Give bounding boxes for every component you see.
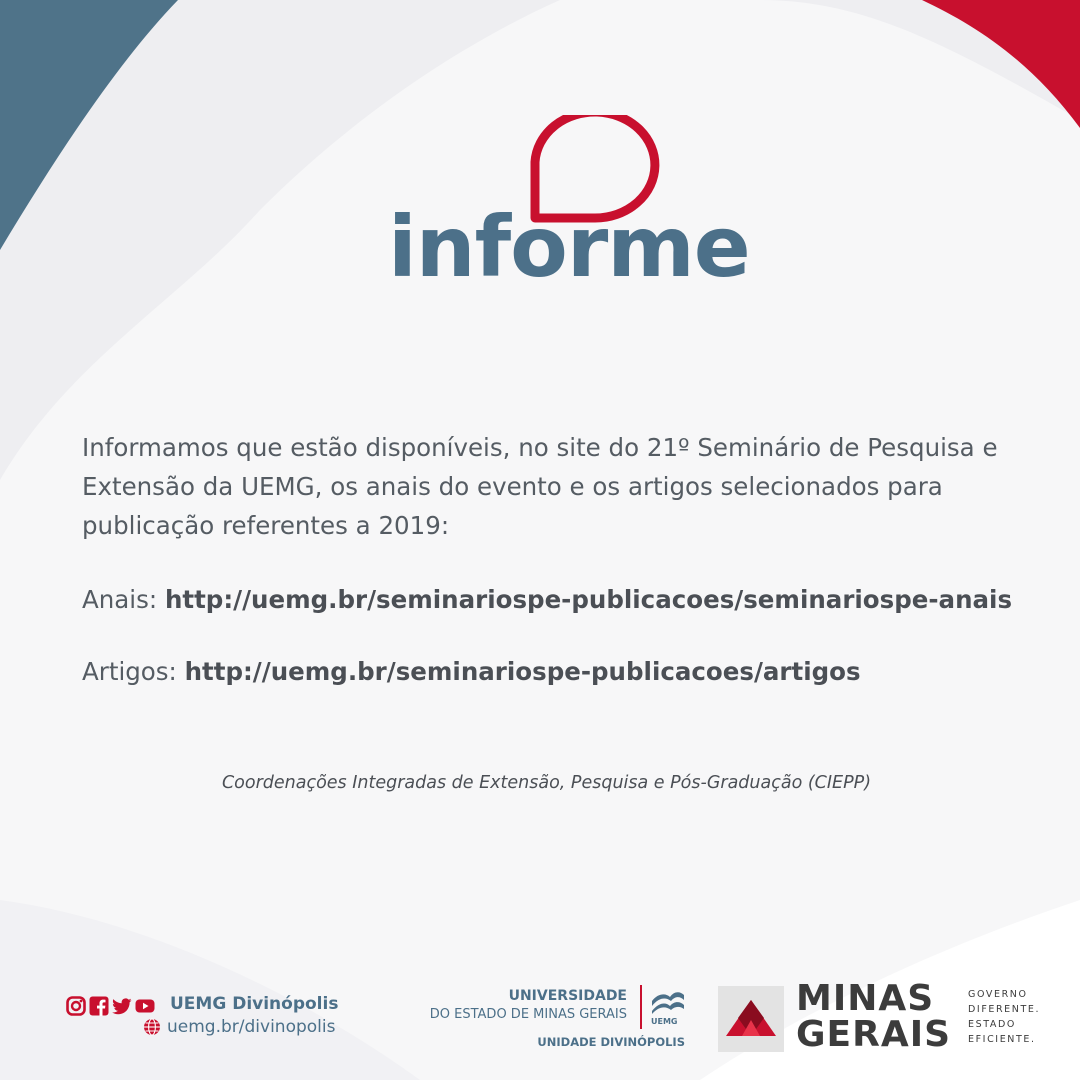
social-account-name[interactable]: UEMG Divinópolis [170, 994, 339, 1014]
youtube-icon[interactable] [135, 996, 155, 1016]
uemg-mark-label: UEMG [651, 1017, 678, 1026]
globe-icon [143, 1018, 161, 1036]
facebook-icon[interactable] [89, 996, 109, 1016]
slogan-line: DIFERENTE. [968, 1004, 1041, 1015]
minas-triangle-icon [718, 986, 784, 1052]
website-text: uemg.br/divinopolis [167, 1017, 336, 1037]
signature-text: Coordenações Integradas de Extensão, Pesquisa e Pós-Graduação (CIEPP) [221, 773, 872, 793]
anais-label: Anais: [82, 585, 158, 614]
bg-lower-swoosh [0, 900, 420, 1080]
slogan-line: GOVERNO [968, 989, 1028, 1000]
uemg-name-line2: DO ESTADO DE MINAS GERAIS [429, 1007, 627, 1022]
uemg-name-line1: UNIVERSIDADE [508, 988, 627, 1004]
instagram-icon[interactable] [66, 996, 86, 1016]
uemg-unit: UNIDADE DIVINÓPOLIS [537, 1035, 685, 1049]
slogan-line: EFICIENTE. [968, 1034, 1036, 1045]
twitter-icon[interactable] [112, 996, 132, 1016]
uemg-logo [400, 985, 690, 1055]
informe-logo-word: informe [388, 198, 750, 296]
website-link[interactable] [143, 1017, 335, 1037]
artigos-label: Artigos: [82, 657, 177, 686]
minas-gerais-emblem [718, 986, 784, 1052]
social-icons [66, 996, 155, 1016]
artigos-link[interactable]: http://uemg.br/seminariospe-publicacoes/artigos [184, 657, 861, 686]
anais-link[interactable]: http://uemg.br/seminariospe-publicacoes/seminariospe-anais [164, 585, 1013, 614]
anais-line [82, 585, 1012, 614]
minas-slogan [968, 987, 1040, 1047]
minas-title-line2: GERAIS [796, 1014, 952, 1055]
uemg-divider [640, 985, 642, 1029]
minas-title-line1: MINAS [796, 978, 935, 1019]
slogan-line: ESTADO [968, 1019, 1016, 1030]
minas-gerais-title [796, 978, 952, 1055]
intro-paragraph: Informamos que estão disponíveis, no site do 21º Seminário de Pesquisa e Extensão da UEMG, os anais do evento e os artigos selecionados para publicação referentes a 2019: [82, 433, 998, 540]
artigos-line [82, 657, 861, 686]
